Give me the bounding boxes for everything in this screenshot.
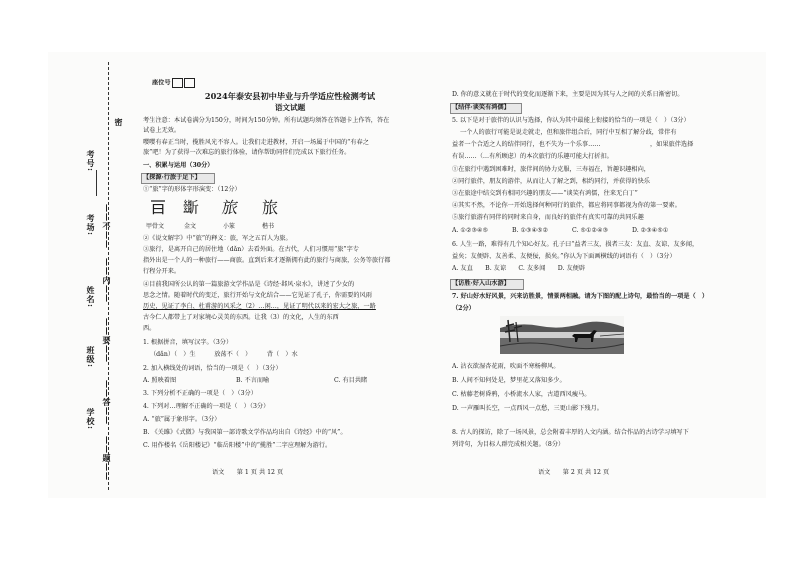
paragraph-4-line-1: ④目前我国所公认的第一篇旅游文学作品是《诗经·邶风·泉水》，讲述了少女的 <box>143 281 355 288</box>
paragraph-4-line-2: 思念之情。随着时代的变迁，旅行开始与文化结合——它见证了孔子，你需要的风雨 <box>143 292 372 299</box>
question-7-option-c: C. 枯藤老树昏鸦，小桥流水人家，古道西风瘦马。 <box>452 391 591 398</box>
question-5-lead-3: 有误……（…有所顾虑）的本次旅行的乐趣可能大打折扣。 <box>452 153 613 160</box>
glyph-regular: 旅 <box>262 198 279 217</box>
question-7-option-a: A. 沾衣欲湿杏花雨，吹面不寒杨柳风。 <box>452 363 560 370</box>
exam-title: 2024年泰安县初中毕业与升学适应性检测考试 <box>204 91 376 101</box>
class-label: 班级: <box>86 346 96 368</box>
margin-label-need: ——要—— <box>102 318 112 363</box>
question-2-option-a: A. 照映着图 <box>143 377 177 384</box>
glyph-bronze: 𣃔 <box>183 198 200 217</box>
question-4-option-c: C. 用作楼名《岳阳楼记》“临岳阳楼”中的“揽胜”二字应理解为游行。 <box>143 442 332 449</box>
caption-seal: 小篆 <box>223 223 236 230</box>
margin-label-answer: ——答—— <box>102 380 112 425</box>
question-5-sentence-1: ①在旅行中遇到困难时，旅伴间的协力克服，三寿福在，旨趣识趣相向， <box>452 166 650 173</box>
question-5: 5. 以下是对于旅伴的认识与选择，你认为其中最能上衔接的恰当的一项是（ ）（3分） <box>452 117 690 124</box>
student-id-label: 考号: <box>86 150 96 172</box>
seat-number-label: 座位号 <box>152 79 171 87</box>
question-8-line-1: 8. 古人的探访，除了一场风景，总会附着丰厚的人文内涵。结合作品的古诗学习填写下 <box>452 429 689 436</box>
question-5-lead-1: 一个人的旅行可能是说走就走，但和旅伴组合后，同行中互相了解分歧，常伴有 <box>460 129 677 136</box>
question-6-line-1: 6. 人生一路，难得有几个知心好友。孔子曰“益者三友，损者三友：友直、友谅、友多闻， <box>452 241 699 248</box>
question-5-option-b: B. ①③④⑤② <box>512 227 549 234</box>
exam-subtitle: 语文试题 <box>274 103 306 112</box>
margin-label-no: ——不—— <box>102 204 112 249</box>
question-7: 7. 好山好水好风景，兴来访胜景，情景两相融。请为下图的配上诗句，最恰当的一项是（ ） <box>452 293 709 300</box>
question-2-option-b: B. 不言而喻 <box>236 377 270 384</box>
paragraph-2: ②《说文解字》中“旅”的释义：旅，军之五百人为旅。 <box>143 235 292 242</box>
seat-number-field <box>152 78 195 88</box>
question-5-lead-2: 益者一个合适之人的结伴同行，也不失为一个乐事…… ，如果旅伴选择 <box>452 141 694 148</box>
question-8-line-2: 列诗句，为目标人群完成相关题。（8分） <box>452 441 565 448</box>
margin-label-inside: ——内—— <box>102 258 112 303</box>
question-5-option-d: D. ②③④⑤① <box>632 227 669 234</box>
margin-label-question: ——题—— <box>102 436 112 481</box>
question-2-option-c: C. 有目共睹 <box>334 377 368 384</box>
right-page-footer: 语文 第 2 页 共 12 页 <box>538 469 610 476</box>
caption-bronze: 金文 <box>184 223 197 230</box>
question-7-score: （2分） <box>452 305 475 312</box>
glyph-oracle: 𣄼 <box>150 198 167 217</box>
landscape-illustration <box>500 316 624 354</box>
glyph-evolution-intro: ①“旅”字的形体字形演变：（12分） <box>143 186 241 193</box>
question-4-option-b: B. 《关雎》《式微》与我国第一部诗歌文学作品均出自《诗经》中的“风”。 <box>143 429 347 436</box>
intro-line-2: 旅”吧！为了获得一次难忘的旅行体验，请你帮助同伴们完成以下旅行任务。 <box>143 149 351 156</box>
question-5-sentence-3: ③在旅途中结交到有相同兴趣的朋友——“谈笑有鸿儒，往来无白丁” <box>452 190 638 197</box>
question-5-sentence-4: ④其实不然，不论你一开始选择何种同行的旅伴，都应将同事都视为你的第一要素。 <box>452 202 681 209</box>
question-5-sentence-2: ②同行旅伴，朋友的游伴，从而让人了解之到，相约同行，并获得的快乐 <box>452 178 650 185</box>
section-heading-scenery: 【访胜·好入山水游】 <box>452 280 510 287</box>
caption-regular: 楷书 <box>262 223 275 230</box>
paragraph-3-line-2: 指外出是一个人的一种旅行——商旅。直到后来才逐渐拥有此的旅行与商旅，公务等旅行都 <box>143 257 391 264</box>
question-1: 1. 根据拼音，填写汉字。（3分） <box>143 339 233 346</box>
part-one-heading: 一、积累与运用（30分） <box>143 162 214 169</box>
section-heading-companions: 【结伴·谈笑有鸿儒】 <box>452 104 510 111</box>
question-7-option-b: B. 人间不知何处是，梦里花又落知多少。 <box>452 377 566 384</box>
seat-box-2 <box>184 78 195 88</box>
right-line-0: D. 你的意义就在于时代的变化而逐渐下来，主要是因为其与人之间的关系日渐密切。 <box>452 91 684 98</box>
student-id-line <box>96 170 97 196</box>
notes-line-2: 试卷上无效。 <box>143 127 181 134</box>
margin-label-secret: 密 <box>114 118 124 127</box>
question-2: 2. 加入横线处的词语，恰当的一项是（ ）（3分） <box>143 365 282 372</box>
school-label: 学校: <box>86 408 96 430</box>
question-5-option-a: A. ①②③④⑤ <box>452 227 489 234</box>
question-4: 4. 下列对…理解不正确的一项是（ ）（3分） <box>143 403 270 410</box>
caption-oracle: 甲骨文 <box>146 223 165 230</box>
question-6-line-2: 益矣；友便辟、友善柔、友便佞，损矣。”你认为下面画横线的词语有（ ）（3分） <box>452 253 676 260</box>
notes-line-1: 考生注意：本试卷满分为150分，时间为150分钟。所有试题均须答在答题卡上作答，答在 <box>143 117 390 124</box>
question-5-option-c: C. ⑤①②④③ <box>572 227 609 234</box>
question-7-option-d: D. 一声雁叫长空，一点西风一点愁，三更山影下残月。 <box>452 405 603 412</box>
paragraph-4-line-4: 古今仁人都带上了对家境心灵美的东西。让我（3）的文化，人生的东西 <box>143 314 339 321</box>
question-5-sentence-5: ⑤旅行旅游有同伴的同时来自身，而良好的旅伴有真实可靠的共同乐趣 <box>452 214 644 221</box>
left-page-footer: 语文 第 1 页 共 12 页 <box>212 469 284 476</box>
paragraph-3-line-3: 行程分开来。 <box>143 268 181 275</box>
question-4-option-a: A. “旅”属于象形字。（3分） <box>143 416 221 423</box>
question-1-pinyin: （dǎn）（ ）生 放荡不（ ） 背（ ）水 <box>150 351 298 358</box>
glyph-seal: 旅 <box>220 198 240 217</box>
paragraph-3-line-1: ③旅行，是离开自己的居住地（dǎn）去看外面。在古代，人们习惯用“旅”字专 <box>143 246 359 253</box>
question-3: 3. 下列分析不正确的一项是（ ）（3分） <box>143 390 257 397</box>
name-label: 姓名: <box>86 286 96 308</box>
seat-box-1 <box>172 78 183 88</box>
question-6-options: A. 友直 B. 友谅 C. 友多闻 D. 友便辟 <box>452 265 586 272</box>
paragraph-4-line-3: 历史，见证了李白、杜甫游的风采之（2）…闲…，见证了明代以来的宏大之旅，一路 <box>143 303 376 310</box>
intro-line-1: 嘤嘤有春正当时，揽胜风光不容人。让我们走进教材，开启一场属于中国的“有春之 <box>143 139 369 146</box>
exam-room-label: 考场: <box>86 214 96 236</box>
paragraph-4-line-5: 西。 <box>143 325 156 332</box>
section-heading-origin: 【探源·行旅于足下】 <box>143 174 201 181</box>
